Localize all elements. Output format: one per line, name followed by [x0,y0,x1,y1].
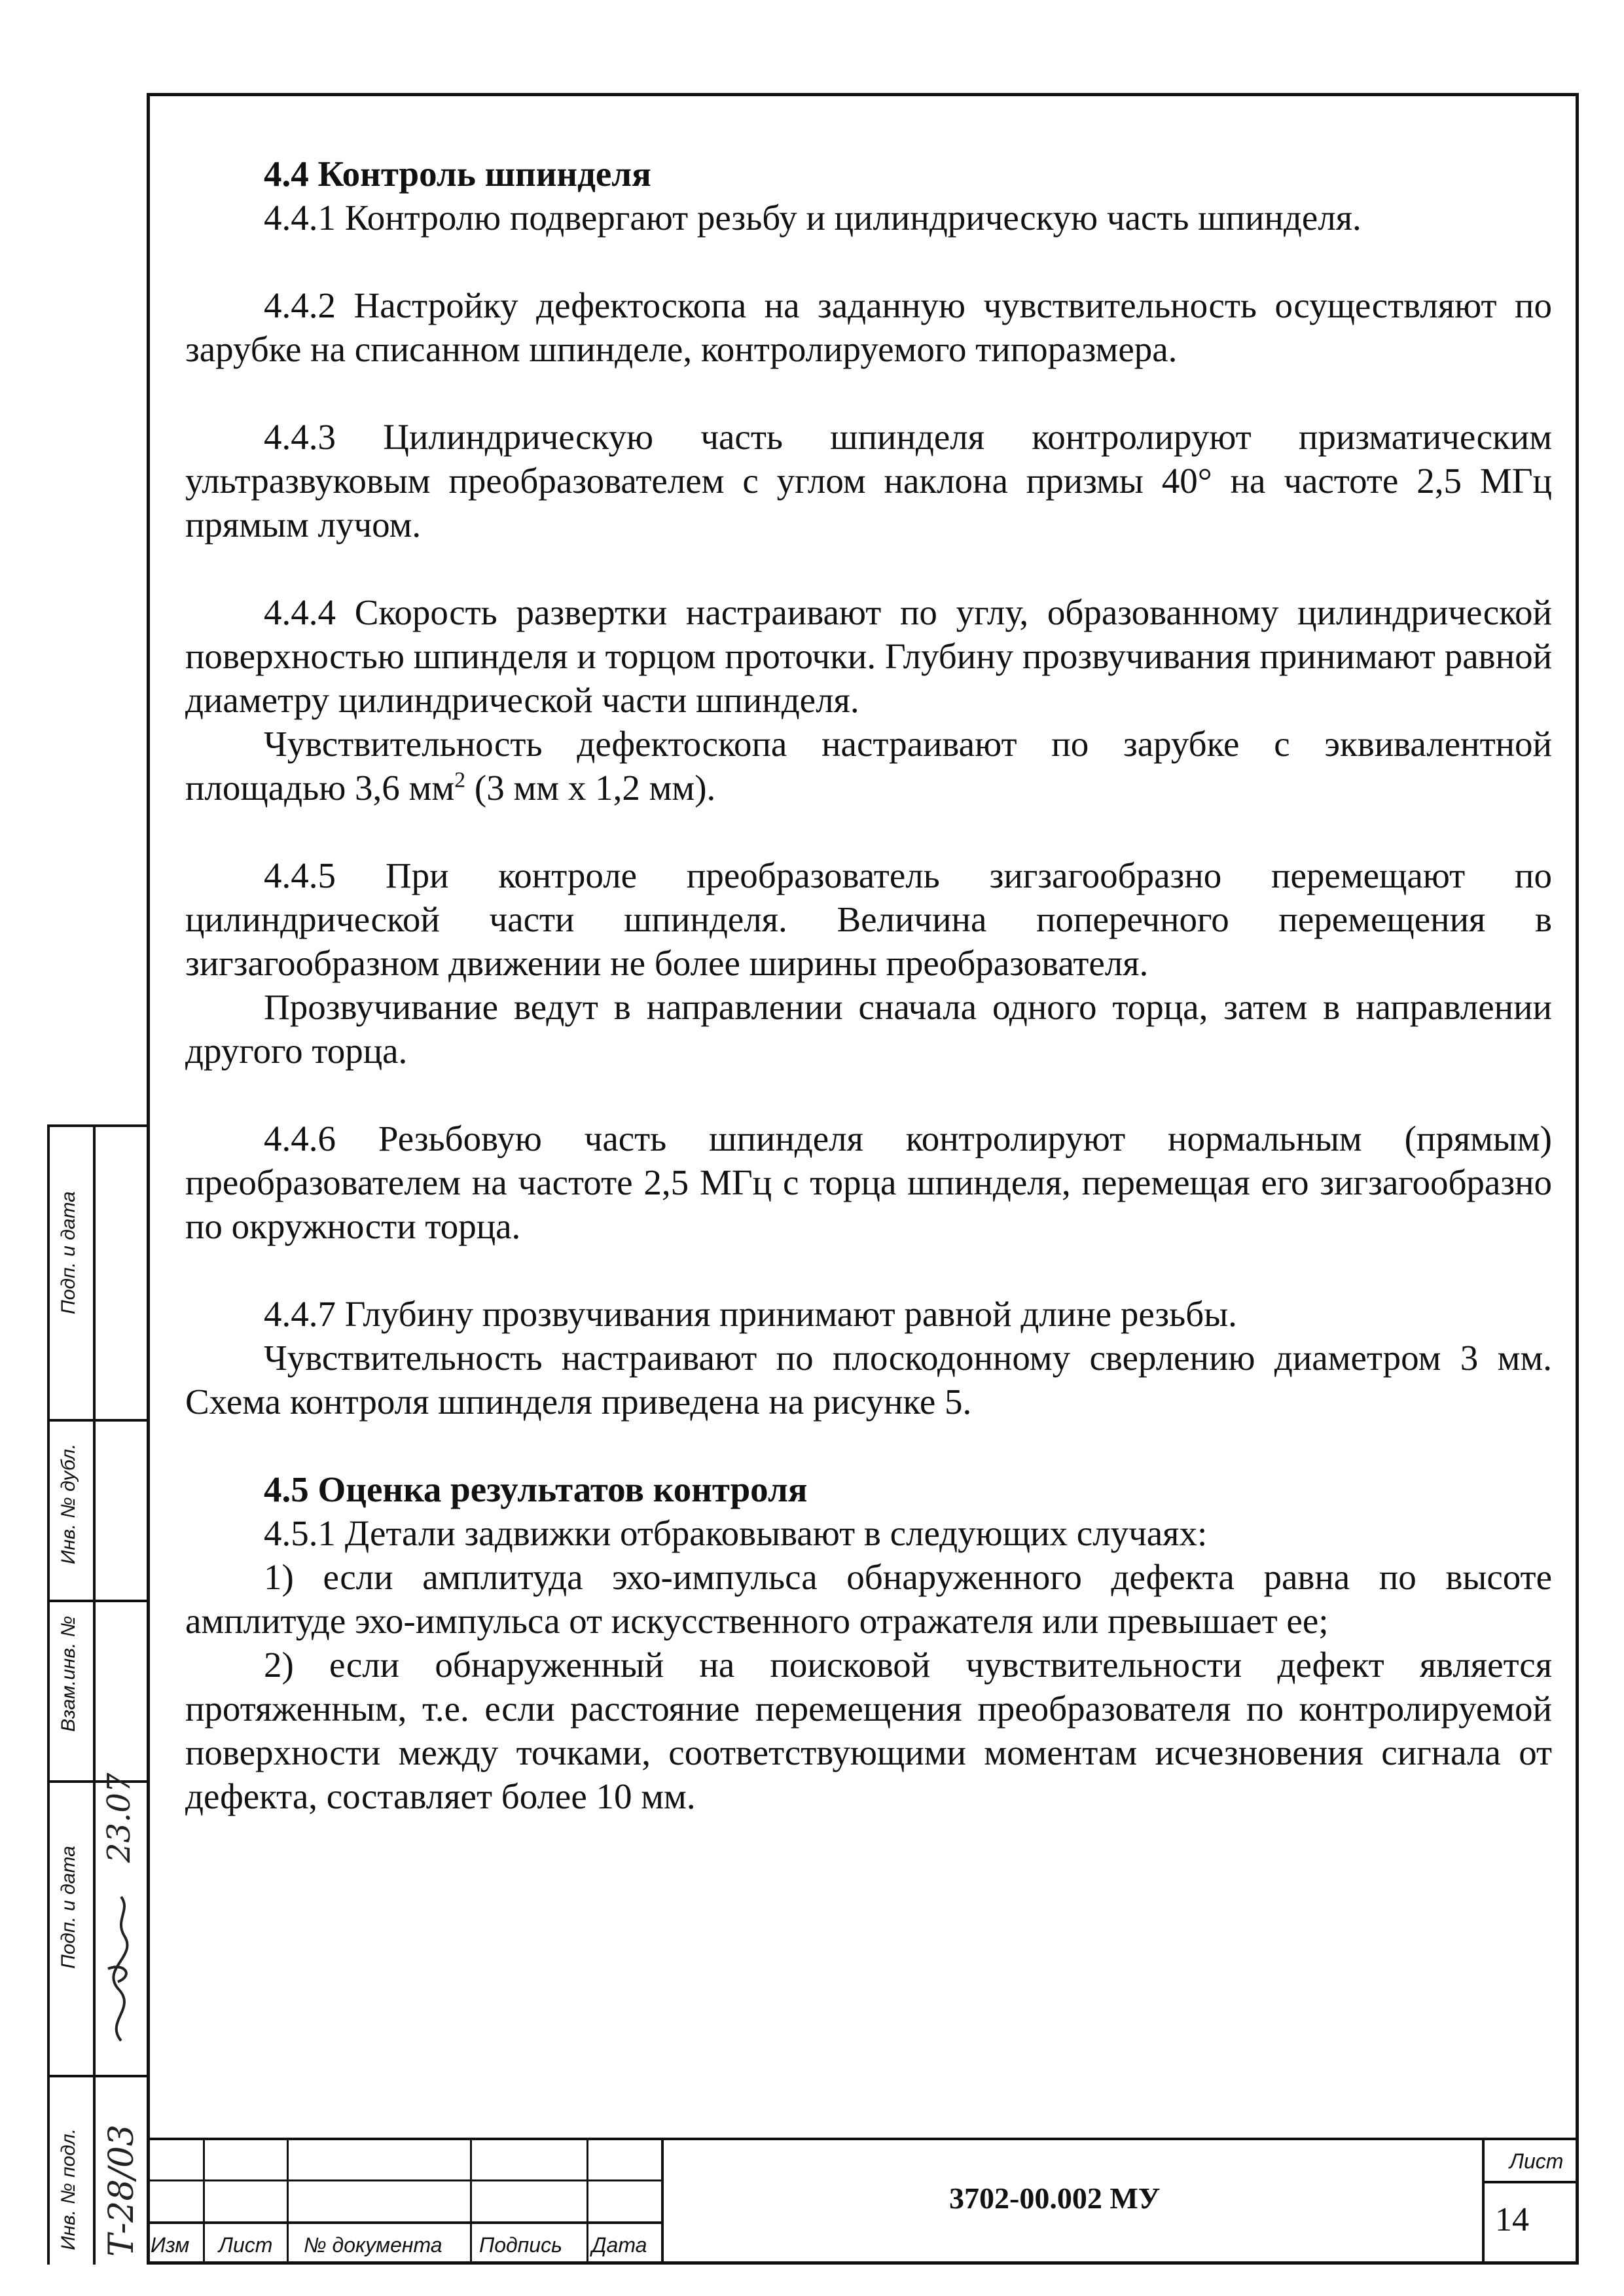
paragraph-4-4-2: 4.4.2 Настройку дефектоскопа на заданную чувствительность осуществляют по зарубке на списанном шпинделе, контролируемого типоразмера. [185,285,1552,369]
stamp-sheet-divider [1482,2181,1579,2183]
title-block [147,2138,1579,2265]
paragraph-4-4-3: 4.4.3 Цилиндрическую часть шпинделя контролируют призматическим ультразвуковым преобразователем с углом наклона призмы 40° на частоте 2,5 МГц прямым лучом. [185,417,1552,545]
paragraph-scanning: Прозвучивание ведут в направлении сначала одного торца, затем в направлении другого торца. [185,987,1552,1071]
sensitivity-text: Чувствительность дефектоскопа настраивают по зарубке с эквивалентной площадью 3,6 мм [185,724,1552,808]
stamp-col-line [203,2138,205,2265]
section-heading-4-4: 4.4 Контроль шпинделя [264,154,651,194]
side-label-vzam-inv: Взам.инв. № [58,1615,79,1732]
document-code: 3702-00.002 МУ [949,2181,1161,2215]
paragraph-case-2: 2) если обнаруженный на поисковой чувствительности дефект является протяженным, т.е. если расстояние перемещения преобразователя по контролируемой поверхности между точками, соответствующими моментам исчезновения сигнала от дефекта, составляет более 10 мм. [185,1645,1552,1816]
document-body [185,152,1552,1818]
sheet-number: 14 [1495,2201,1529,2238]
paragraph-4-4-6: 4.4.6 Резьбовую часть шпинделя контролируют нормальным (прямым) преобразователем на частоте 2,5 МГц с торца шпинделя, перемещая его зигзагообразно по окружности торца. [185,1119,1552,1246]
paragraph-4-5-1: 4.5.1 Детали задвижки отбраковывают в следующих случаях: [264,1513,1208,1553]
stamp-row-line [147,2221,661,2224]
paragraph-4-4-7: 4.4.7 Глубину прозвучивания принимают равной длине резьбы. [264,1294,1237,1334]
stamp-col-line [287,2138,289,2265]
stamp-col-line [586,2138,588,2265]
side-divider [47,1419,147,1422]
side-label-podp-data: Подп. и дата [58,1191,79,1314]
section-heading-4-5: 4.5 Оценка результатов контроля [264,1469,808,1509]
signature-icon [98,1890,144,2047]
stamp-row-line [147,2179,661,2181]
side-border-inner [93,1124,96,2265]
paragraph-4-4-1: 4.4.1 Контролю подвергают резьбу и цилиндрическую часть шпинделя. [264,198,1362,238]
handwritten-date: 23.07 [101,1772,137,1863]
stamp-col-line [661,2138,664,2265]
paragraph-4-4-5: 4.4.5 При контроле преобразователь зигзагообразно перемещают по цилиндрической части шпинделя. Величина поперечного перемещения в зигзагообразном движении не более ширины преобразователя. [185,855,1552,983]
paragraph-sensitivity [185,722,1552,810]
side-stamp [47,1124,147,2265]
paragraph-case-1: 1) если амплитуда эхо-импульса обнаруженного дефекта равна по высоте амплитуде эхо-импульса от искусственного отражателя или превышает ее; [185,1557,1552,1641]
side-label-podp-data-2: Подп. и дата [58,1846,79,1969]
col-label-izm: Изм [151,2233,190,2257]
side-divider [47,1124,147,1127]
col-label-list: Лист [219,2233,273,2257]
sheet-label: Лист [1509,2149,1564,2173]
paragraph-sensitivity-drill: Чувствительность настраивают по плоскодонному сверлению диаметром 3 мм. Схема контроля шпинделя приведена на рисунке 5. [185,1338,1552,1422]
superscript: 2 [454,768,466,793]
side-divider [47,2075,147,2077]
paragraph-4-4-4: 4.4.4 Скорость развертки настраивают по углу, образованному цилиндрической поверхностью шпинделя и торцом проточки. Глубину прозвучивания принимают равной диаметру цилиндрической части шпинделя. [185,592,1552,720]
side-divider [47,1600,147,1602]
sensitivity-text-end: (3 мм х 1,2 мм). [465,768,716,808]
col-label-date: Дата [592,2233,647,2257]
handwritten-inv-number: Т-28/03 [102,2124,141,2257]
side-border-outer [47,1124,50,2265]
col-label-sign: Подпись [479,2233,562,2257]
side-label-inv-podl: Инв. № подл. [58,2128,79,2250]
stamp-col-line [470,2138,472,2265]
stamp-top-border [147,2138,1579,2140]
side-label-inv-dubl: Инв. № дубл. [58,1443,79,1564]
stamp-sheet-border [1482,2138,1485,2265]
col-label-doc: № документа [304,2233,442,2257]
